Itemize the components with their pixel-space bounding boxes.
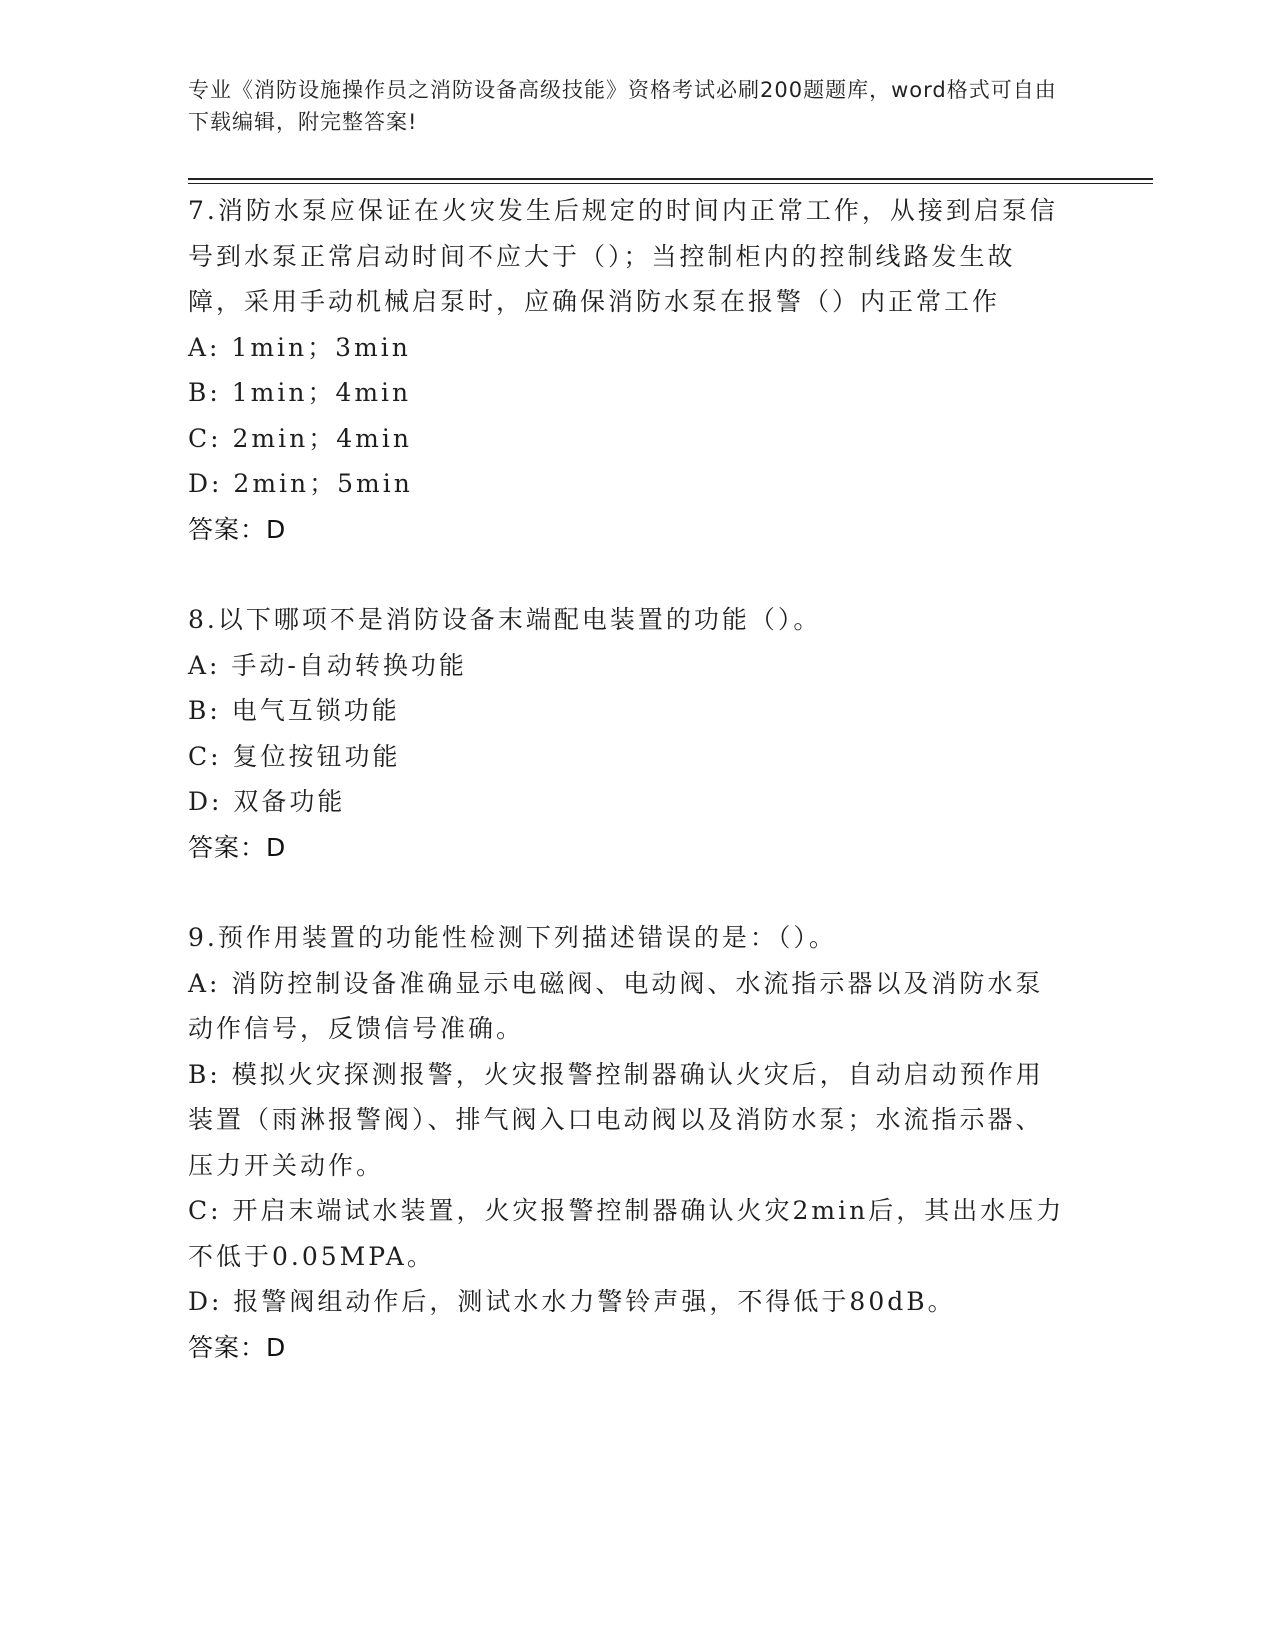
option-b: B: 模拟火灾探测报警，火灾报警控制器确认火灾后，自动启动预作用装置（雨淋报警阀）、排气阀入口电动阀以及消防水泵；水流指示器、压力开关动作。 (188, 1059, 1044, 1180)
question-7 (188, 188, 1068, 552)
option-a: A: 手动-自动转换功能 (188, 650, 467, 680)
option-d: D: 报警阀组动作后，测试水水力警铃声强，不得低于80dB。 (188, 1287, 956, 1316)
answer: 答案：D (188, 1332, 287, 1362)
question-9 (188, 915, 1068, 1370)
question-stem: 9.预作用装置的功能性检测下列描述错误的是：（）。 (188, 923, 837, 952)
header-divider (188, 178, 1153, 180)
option-a: A: 消防控制设备准确显示电磁阀、电动阀、水流指示器以及消防水泵动作信号，反馈信号准确。 (188, 968, 1044, 1043)
answer: 答案：D (188, 832, 287, 862)
option-c: C: 开启末端试水装置，火灾报警控制器确认火灾2min后，其出水压力不低于0.05MPA。 (188, 1196, 1065, 1271)
option-b: B: 电气互锁功能 (188, 696, 400, 725)
option-a: A: 1min；3min (188, 332, 411, 362)
option-c: C: 复位按钮功能 (188, 741, 401, 771)
option-d: D: 双备功能 (188, 787, 346, 816)
header-divider-thin (188, 183, 1153, 184)
answer: 答案：D (188, 514, 287, 544)
document-header: 专业《消防设施操作员之消防设备高级技能》资格考试必刷200题题库，word格式可自由下载编辑，附完整答案! (188, 78, 1057, 134)
option-b: B: 1min；4min (188, 378, 412, 407)
question-stem: 8.以下哪项不是消防设备末端配电装置的功能（）。 (188, 605, 822, 634)
option-d: D: 2min；5min (188, 469, 413, 498)
question-8 (188, 597, 1068, 870)
question-stem: 7.消防水泵应保证在火灾发生后规定的时间内正常工作，从接到启泵信号到水泵正常启动时间不应大于（）；当控制柜内的控制线路发生故障，采用手动机械启泵时，应确保消防水泵在报警（）内正常工作 (188, 196, 1058, 316)
option-c: C: 2min；4min (188, 423, 412, 453)
